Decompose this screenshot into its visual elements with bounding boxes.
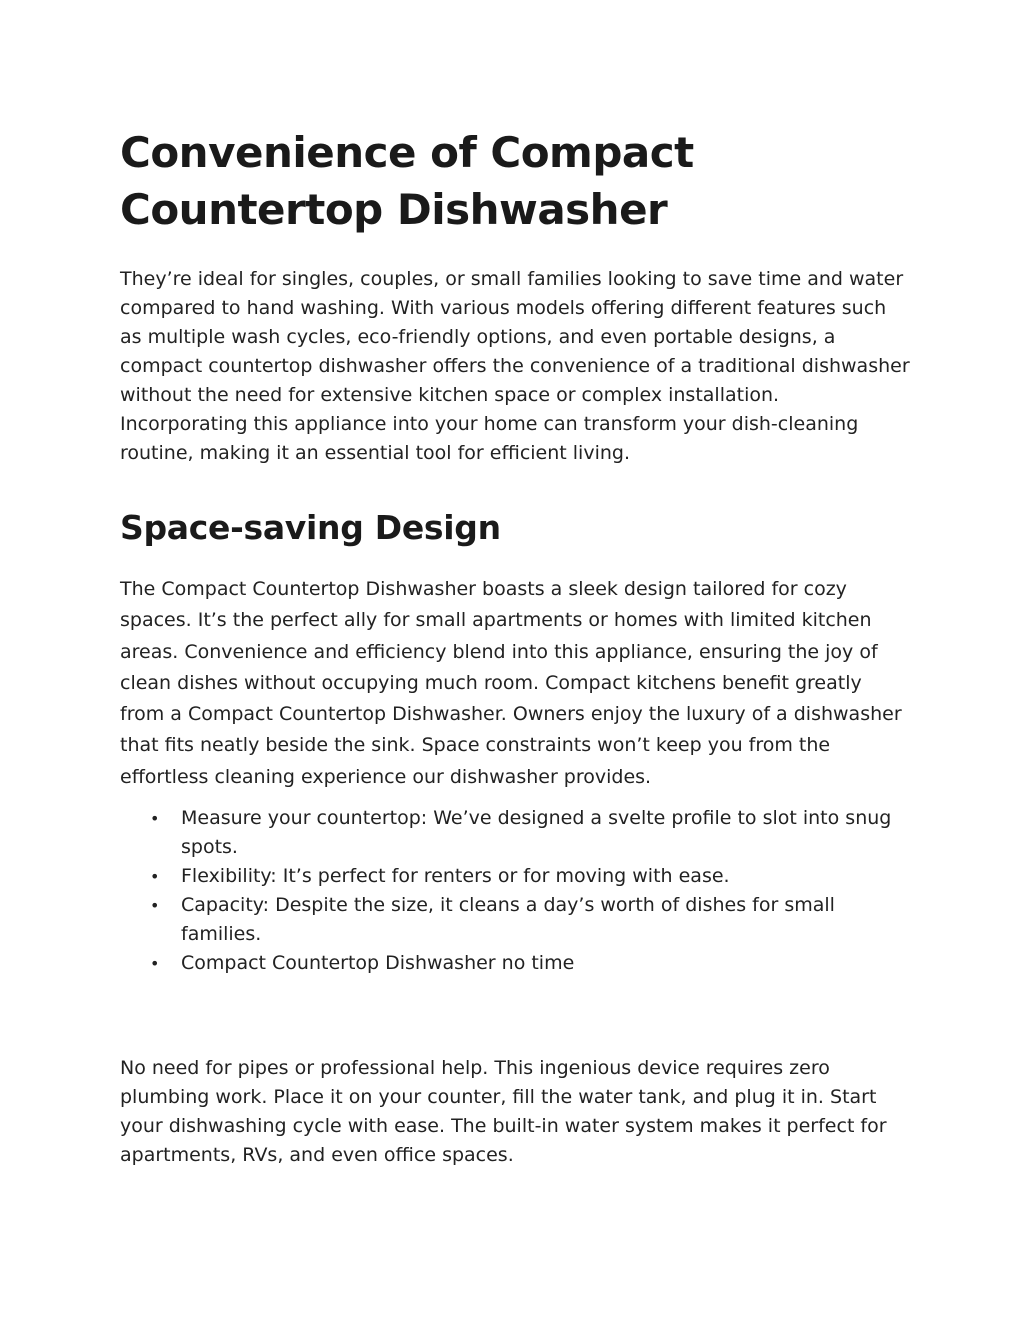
page-title: Convenience of Compact Countertop Dishwasher: [120, 128, 694, 234]
list-item: [150, 804, 910, 862]
bullet-icon: •: [150, 867, 160, 887]
list-item: [150, 862, 910, 891]
list-item: [150, 949, 910, 978]
feature-list: [120, 804, 910, 978]
document-page: [120, 124, 910, 1170]
space-saving-paragraph: The Compact Countertop Dishwasher boasts a sleek design tailored for cozy spaces. It’s the perfect ally for small apartments or homes with limited kitchen areas. Convenience and efficiency blend into this appliance, ensuring the joy of clean dishes without occupying much room. Compact kitchens benefit greatly from a Compact Countertop Dishwasher. Owners enjoy the luxury of a dishwasher that fits neatly beside the sink. Space constraints won’t keep you from the effortless cleaning experience our dishwasher provides.: [120, 578, 902, 788]
plumbing-paragraph: No need for pipes or professional help. This ingenious device requires zero plumbing work. Place it on your counter, fill the water tank, and plug it in. Start your dishwashing cycle with ease. The built-in water system makes it perfect for apartments, RVs, and even office spaces.: [120, 1057, 887, 1167]
list-item-text: Compact Countertop Dishwasher no time: [181, 952, 575, 975]
list-item-text: Capacity: Despite the size, it cleans a day’s worth of dishes for small families.: [181, 894, 835, 946]
intro-paragraph: They’re ideal for singles, couples, or small families looking to save time and water compared to hand washing. With various models offering different features such as multiple wash cycles, eco-friendly options, and even portable designs, a compact countertop dishwasher offers the convenience of a traditional dishwasher without the need for extensive kitchen space or complex installation. Incorporating this appliance into your home can transform your dish-cleaning routine, making it an essential tool for efficient living.: [120, 268, 910, 464]
list-item-text: Flexibility: It’s perfect for renters or for moving with ease.: [181, 865, 730, 888]
bullet-icon: •: [150, 809, 160, 829]
bullet-icon: •: [150, 896, 160, 916]
section-heading-space-saving: Space-saving Design: [120, 508, 501, 547]
bullet-icon: •: [150, 954, 160, 974]
list-item-text: Measure your countertop: We’ve designed a svelte profile to slot into snug spots.: [181, 807, 892, 859]
list-item: [150, 891, 910, 949]
